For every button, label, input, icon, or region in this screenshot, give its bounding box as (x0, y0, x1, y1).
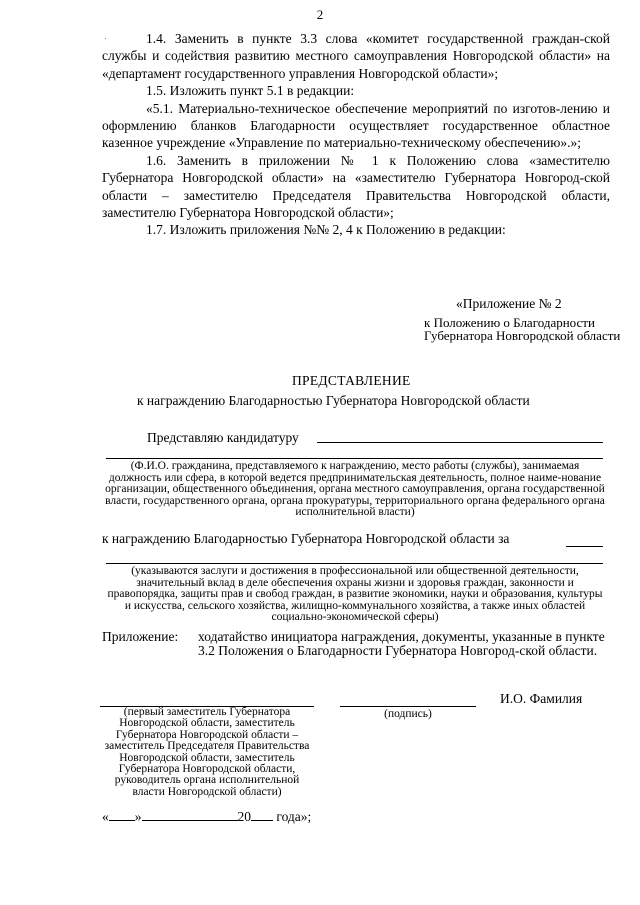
form-subtitle: к награждению Благодарностью Губернатора Новгородской области (137, 393, 530, 408)
paragraph-1-4: 1.4. Заменить в пункте 3.3 слова «комитет государственной граждан-ской службы и содействия развитию местного самоуправления Новгородской области» на «департамент государственного управления Новгородской области»; (102, 31, 610, 81)
appendix-heading (424, 297, 624, 342)
signer-name: И.О. Фамилия (500, 691, 583, 706)
paragraph-5-1: «5.1. Материально-техническое обеспечение мероприятий по изготов-лению и оформлению бланков Благодарности осуществляет государственное областное казенное учреждение «Управление по материально-техническому обеспечению».»; (102, 100, 610, 151)
award-label: к награждению Благодарностью Губернатора Новгородской области за (102, 531, 510, 546)
year-blank (251, 808, 273, 821)
appendix-heading-subtitle: к Положению о Благодарности Губернатора Новгородской области (424, 315, 621, 343)
signer-position-note: (первый заместитель Губернатора Новгородской области, заместитель Губернатора Новгородской области – заместитель Председателя Правительства Новгородской области, заместитель Губернатора Новгородской области, руководитель органа исполнительной власти Новгородской области) (104, 706, 310, 798)
form-title: ПРЕДСТАВЛЕНИЕ (292, 373, 411, 388)
signature-line (340, 693, 476, 707)
appendix-text: ходатайство инициатора награждения, документы, указанные в пункте 3.2 Положения о Благодарности Губернатора Новгород-ской области. (198, 629, 605, 658)
amendment-text (102, 30, 610, 239)
year-prefix: 20 (237, 809, 251, 824)
position-line (100, 693, 314, 707)
month-blank (142, 808, 238, 821)
date-open-quote: « (102, 809, 109, 824)
merits-note: (указываются заслуги и достижения в профессиональной или общественной деятельности, значительный вклад в деле обеспечения охраны жизни и здоровья граждан, законности и правопорядка, защиты прав и свобод граждан, в развитие экономики, науки и образования, культуры и искусства, сельского хозяйства, жилищно-коммунального хозяйства, а также иных областей социально-экономической сферы) (107, 565, 603, 624)
paragraph-1-7: 1.7. Изложить приложения №№ 2, 4 к Положению в редакции: (146, 222, 506, 238)
appendix-heading-title: «Приложение № 2 (456, 296, 562, 311)
appendix-label: Приложение: (102, 629, 179, 644)
signature-note: (подпись) (384, 708, 432, 720)
paragraph-1-6: 1.6. Заменить в приложении № 1 к Положению слова «заместителю Губернатора Новгородской области» на «заместителю Губернатора Новгород-ской области – заместителю Председателя Правительства Новгородской области, заместителю Губернатора Новгородской области»; (102, 152, 610, 221)
candidate-note: (Ф.И.О. гражданина, представляемого к награждению, место работы (службы), занимаемая должность или сфера, в которой ведется предпринимательская деятельность, полное наиме-нование организации, общественного объединения, органа местного самоуправления, органа государственной власти, государственного органа, органа прокуратуры, территориального органа федерального органа исполнительной власти) (105, 460, 605, 519)
merits-line (106, 549, 603, 564)
award-line (566, 532, 603, 547)
date-close-quote: » (134, 809, 142, 824)
candidate-label: Представляю кандидатуру (147, 430, 299, 445)
page-number: 2 (316, 7, 324, 22)
candidate-line-2 (106, 445, 603, 459)
day-blank (109, 808, 135, 821)
paragraph-1-5: 1.5. Изложить пункт 5.1 в редакции: (146, 83, 355, 99)
candidate-line (317, 428, 603, 443)
date-suffix: года»; (276, 809, 312, 824)
date-line (102, 808, 311, 825)
